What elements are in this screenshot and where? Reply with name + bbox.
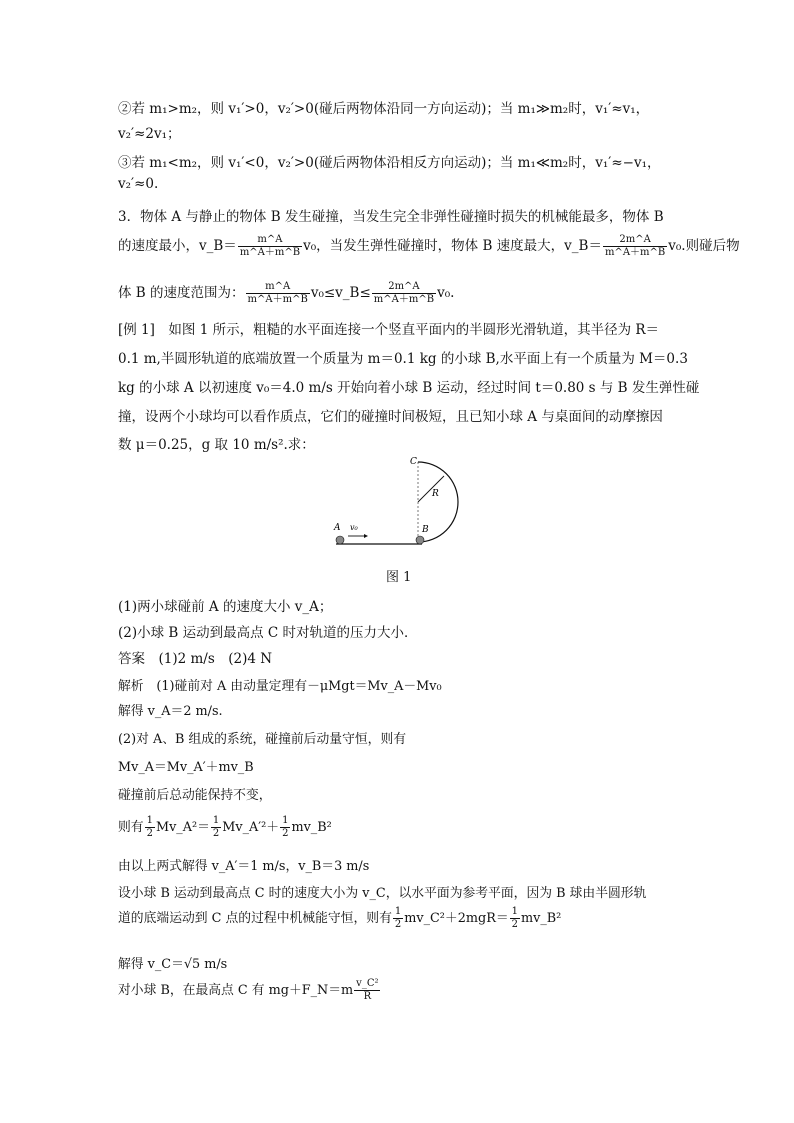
text-span: v₀.则碰后物 <box>668 238 740 254</box>
text-span: mv_B² <box>291 820 332 835</box>
solution-line: 设小球 B 运动到最高点 C 时的速度大小为 v_C，以水平面为参考平面，因为 B 球由半圆形轨 <box>118 886 647 901</box>
fraction-half: $\frac{1}{2}$ <box>146 815 153 839</box>
text-span: Mv_A²＝ <box>155 820 210 835</box>
text-span: 的速度最小，v_B＝ <box>118 238 237 254</box>
figure-caption: 图 1 <box>386 570 412 585</box>
fraction-half: $\frac{1}{2}$ <box>394 906 402 930</box>
fraction-half: $\frac{1}{2}$ <box>282 815 289 839</box>
question-line: (1)两小球碰前 A 的速度大小 v_A； <box>118 599 333 615</box>
text-line: v₂′≈2v₁； <box>118 126 181 142</box>
label-a: A <box>334 523 341 533</box>
answer-line: 答案 (1)2 m/s (2)4 N <box>118 651 273 667</box>
fraction-half: $\frac{1}{2}$ <box>212 815 220 839</box>
label-c: C <box>410 457 417 467</box>
solution-line: Mv_A＝Mv_A′＋mv_B <box>118 760 254 775</box>
track-diagram <box>326 456 476 556</box>
fraction: $\frac{2m\^{}A}{m\^{}A+m\^{}B}$ <box>373 281 435 305</box>
ball-a <box>336 536 344 544</box>
example-line: [例 1] 如图 1 所示，粗糙的水平面连接一个竖直平面内的半圆形光滑轨道，其半径为 R＝ <box>118 322 660 338</box>
fraction-half: $\frac{1}{2}$ <box>511 906 519 930</box>
solution-line: 解得 v_A＝2 m/s. <box>118 704 223 719</box>
text-span: v₀，当发生弹性碰撞时，物体 B 速度最大，v_B＝ <box>303 238 602 254</box>
radius-line <box>418 476 444 502</box>
velocity-range-line <box>118 281 454 306</box>
text-span: 则有 <box>118 820 144 835</box>
solution-line: 碰撞前后总动能保持不变， <box>118 788 272 803</box>
energy-line <box>118 815 332 840</box>
fraction: $\frac{\text{v\_C²}}{R}$ <box>356 978 379 1002</box>
text-line: ②若 m₁>m₂，则 v₁′>0，v₂′>0(碰后两物体沿同一方向运动)；当 m₁≫m₂时，v₁′≈v₁， <box>118 101 650 117</box>
label-r: R <box>432 489 439 499</box>
arrowhead <box>364 534 368 538</box>
force-line <box>118 978 381 1003</box>
question-line: (2)小球 B 运动到最高点 C 时对轨道的压力大小． <box>118 625 418 641</box>
text-span: 对小球 B，在最高点 C 有 mg＋F_N＝m <box>118 983 354 998</box>
text-line: ③若 m₁<m₂，则 v₁′<0，v₂′>0(碰后两物体沿相反方向运动)；当 m₁≪m₂时，v₁′≈−v₁， <box>118 155 661 171</box>
velocity-min-line <box>118 234 740 259</box>
solution-line: 解得 v_C＝√5 m/s <box>118 957 228 972</box>
solution-line: 解析 (1)碰前对 A 由动量定理有－μMgt＝Mv_A－Mv₀ <box>118 679 442 694</box>
fraction: $\frac{m\^{}A}{m\^{}A+m\^{}B}$ <box>239 234 301 258</box>
example-line: 撞，设两个小球均可以看作质点，它们的碰撞时间极短，且已知小球 A 与桌面间的动摩擦因 <box>118 409 663 425</box>
label-v0: v₀ <box>350 523 358 532</box>
example-line: 数 μ＝0.25，g 取 10 m/s².求： <box>118 437 315 453</box>
label-b: B <box>422 525 429 535</box>
example-line: 0.1 m,半圆形轨道的底端放置一个质量为 m＝0.1 kg 的小球 B,水平面上有一个质量为 M＝0.3 <box>118 351 688 367</box>
text-span: 道的底端运动到 C 点的过程中机械能守恒，则有 <box>118 911 392 926</box>
text-span: v₀. <box>437 285 455 301</box>
solution-line: 由以上两式解得 v_A′＝1 m/s，v_B＝3 m/s <box>118 859 370 874</box>
text-span: mv_C²＋2mgR＝ <box>404 911 509 926</box>
ball-b <box>416 536 424 544</box>
text-span: 体 B 的速度范围为： <box>118 285 245 301</box>
text-line: v₂′≈0. <box>118 176 159 192</box>
fraction: $\frac{m\^{}A}{m\^{}A+m\^{}B}$ <box>247 281 308 305</box>
text-span: mv_B² <box>521 911 562 926</box>
mechanical-energy-line <box>118 906 561 931</box>
text-span: Mv_A′²＋ <box>222 820 280 835</box>
example-line: kg 的小球 A 以初速度 v₀＝4.0 m/s 开始向着小球 B 运动，经过时间 t＝0.80 s 与 B 发生弹性碰 <box>118 380 700 396</box>
text-span: v₀≤v_B≤ <box>310 285 371 301</box>
solution-line: (2)对 A、B 组成的系统，碰撞前后动量守恒，则有 <box>118 732 407 747</box>
fraction: $\frac{2m\^{}A}{m\^{}A+m\^{}B}$ <box>604 234 666 258</box>
text-line: 3．物体 A 与静止的物体 B 发生碰撞，当发生完全非弹性碰撞时损失的机械能最多，物体 B <box>118 209 664 225</box>
